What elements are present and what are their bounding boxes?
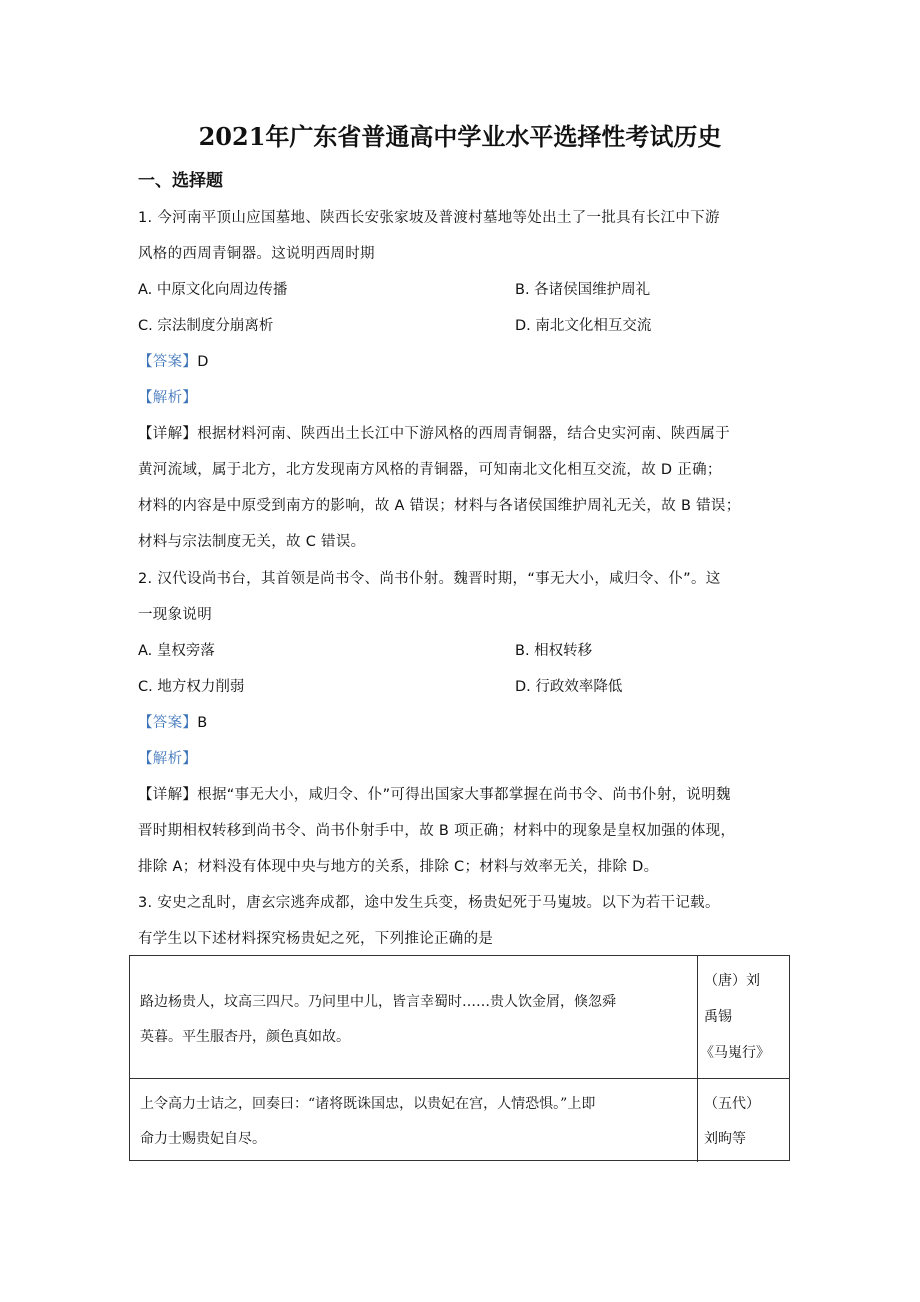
table-source-line: （唐）刘	[704, 973, 760, 989]
q1-stem-line-1: 1. 今河南平顶山应国墓地、陕西长安张家坡及普渡村墓地等处出土了一批具有长江中下游	[138, 210, 720, 226]
q3-stem-line-2: 有学生以下述材料探究杨贵妃之死，下列推论正确的是	[138, 931, 494, 947]
table-source-line: 禹锡	[704, 1009, 732, 1025]
q1-analysis-label: 【解析】	[138, 390, 198, 406]
table-text-line: 路边杨贵人，坟高三四尺。乃问里中儿，皆言幸蜀时……贵人饮金屑，倏忽舜	[140, 994, 616, 1010]
q1-detail-line-3: 材料的内容是中原受到南方的影响，故 A 错误；材料与各诸侯国维护周礼无关，故 B 错误；	[138, 498, 741, 514]
table-source-line: 《马嵬行》	[700, 1045, 770, 1061]
q2-detail-line-1: 【详解】根据“事无大小，咸归令、仆”可得出国家大事都掌握在尚书令、尚书仆射，说明魏	[138, 787, 731, 803]
q2-detail-line-3: 排除 A；材料没有体现中央与地方的关系，排除 C；材料与效率无关，排除 D。	[138, 859, 659, 875]
q1-stem-line-2: 风格的西周青铜器。这说明西周时期	[138, 246, 375, 262]
table-cell-source	[698, 956, 789, 1078]
answer-value: D	[197, 354, 209, 370]
q2-detail-line-2: 晋时期相权转移到尚书令、尚书仆射手中，故 B 项正确；材料中的现象是皇权加强的体现，	[138, 823, 736, 839]
q3-stem-line-1: 3. 安史之乱时，唐玄宗逃奔成都，途中发生兵变，杨贵妃死于马嵬坡。以下为若干记载。	[138, 895, 720, 911]
q2-option-c: C. 地方权力削弱	[138, 679, 245, 695]
q1-answer	[138, 350, 209, 371]
answer-label: 【答案】	[138, 715, 198, 731]
table-text-line: 上令高力士诘之，回奏曰：“诸将既诛国忠，以贵妃在宫，人情恐惧。”上即	[140, 1096, 596, 1112]
q1-option-b: B. 各诸侯国维护周礼	[515, 282, 651, 298]
document-title: 2021年广东省普通高中学业水平选择性考试历史	[198, 122, 722, 151]
q2-option-d: D. 行政效率降低	[515, 679, 623, 695]
section-heading: 一、选择题	[138, 171, 223, 191]
table-row	[130, 1079, 789, 1162]
table-cell-source	[698, 1079, 789, 1162]
q1-option-a: A. 中原文化向周边传播	[138, 282, 288, 298]
q2-stem-line-1: 2. 汉代设尚书台，其首领是尚书令、尚书仆射。魏晋时期，“事无大小，咸归令、仆”。这	[138, 571, 721, 587]
table-text-line: 英暮。平生服杏丹，颜色真如故。	[140, 1029, 350, 1045]
q2-option-b: B. 相权转移	[515, 643, 593, 659]
table-source-line: 刘昫等	[704, 1131, 746, 1147]
table-text-line: 命力士赐贵妃自尽。	[140, 1131, 266, 1147]
table-cell-text	[130, 1079, 698, 1162]
table-cell-text	[130, 956, 698, 1078]
q2-stem-line-2: 一现象说明	[138, 607, 212, 623]
q2-analysis-label: 【解析】	[138, 751, 198, 767]
answer-label: 【答案】	[138, 354, 198, 370]
q1-detail-line-4: 材料与宗法制度无关，故 C 错误。	[138, 534, 366, 550]
source-table	[129, 955, 790, 1161]
q2-answer	[138, 711, 207, 732]
q2-option-a: A. 皇权旁落	[138, 643, 215, 659]
table-source-line: （五代）	[704, 1096, 760, 1112]
q1-detail-line-2: 黄河流域，属于北方，北方发现南方风格的青铜器，可知南北文化相互交流，故 D 正确；	[138, 462, 722, 478]
q1-option-d: D. 南北文化相互交流	[515, 318, 652, 334]
q1-option-c: C. 宗法制度分崩离析	[138, 318, 274, 334]
table-row	[130, 956, 789, 1079]
answer-value: B	[197, 715, 208, 731]
q1-detail-line-1: 【详解】根据材料河南、陕西出土长江中下游风格的西周青铜器，结合史实河南、陕西属于	[138, 426, 730, 442]
